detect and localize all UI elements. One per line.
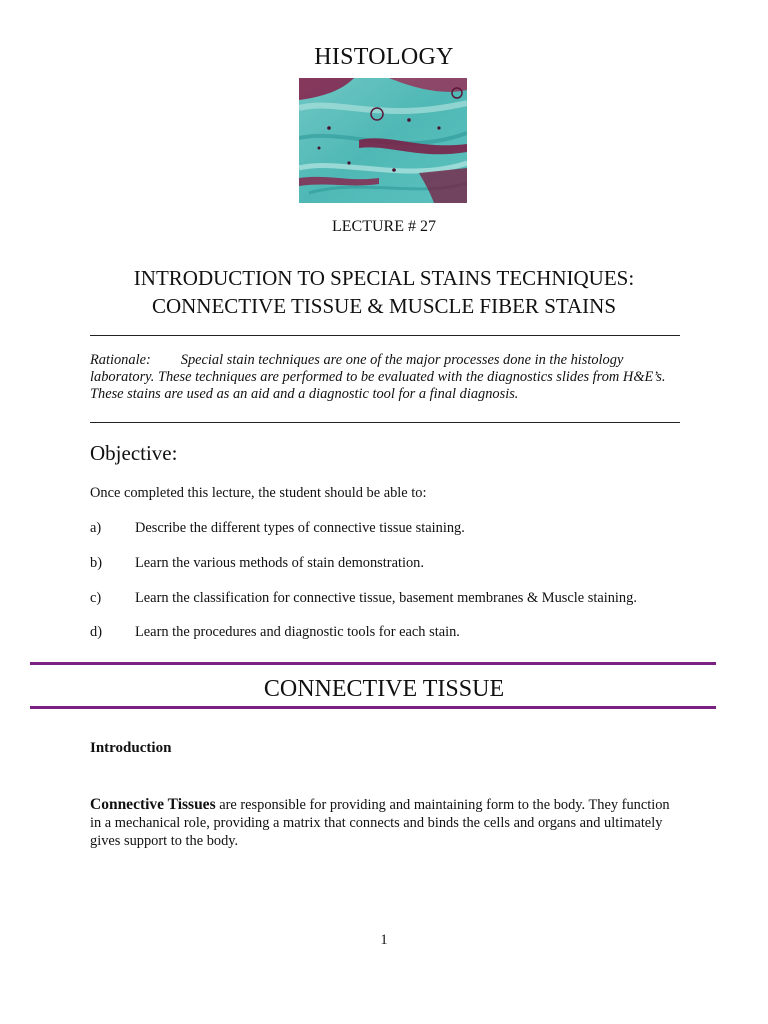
rationale-text: Special stain techniques are one of the major processes done in the histology laboratory. These techniques are performed to be evaluated with the diagnostics slides from H&E’s. These stains are used as an aid and a diagnostic tool for a final diagnosis.	[90, 352, 666, 402]
lecture-heading-line-1: INTRODUCTION TO SPECIAL STAINS TECHNIQUES:	[133, 266, 635, 290]
divider-bottom	[90, 422, 680, 423]
histology-stain-image	[299, 78, 467, 203]
objective-item-letter: a)	[90, 520, 102, 536]
objective-item-letter: d)	[90, 624, 102, 640]
objective-item-text: Learn the classification for connective tissue, basement membranes & Muscle staining.	[135, 590, 637, 606]
introduction-heading: Introduction	[90, 740, 172, 756]
divider-top	[90, 335, 680, 336]
section-heading: CONNECTIVE TISSUE	[263, 676, 505, 702]
objective-item-letter: c)	[90, 590, 102, 606]
objective-item-text: Describe the different types of connective tissue staining.	[135, 520, 465, 536]
objective-intro: Once completed this lecture, the student should be able to:	[90, 485, 427, 501]
section-divider-top	[30, 662, 716, 665]
introduction-term: Connective Tissues	[90, 796, 216, 813]
introduction-paragraph	[90, 796, 680, 850]
lecture-heading	[0, 264, 768, 320]
objective-item-letter: b)	[90, 555, 102, 571]
lecture-number: LECTURE # 27	[332, 218, 436, 235]
rationale-paragraph	[90, 352, 680, 403]
section-divider-bottom	[30, 706, 716, 709]
introduction-text: are responsible for providing and maintaining form to the body. They function in a mechanical role, providing a matrix that connects and binds the cells and organs and ultimately gives support to the body.	[90, 797, 670, 849]
document-title: HISTOLOGY	[314, 44, 454, 70]
objective-item-text: Learn the various methods of stain demonstration.	[135, 555, 424, 571]
rationale-colon: :	[145, 352, 151, 368]
page-number: 1	[380, 932, 388, 948]
objective-item-text: Learn the procedures and diagnostic tools for each stain.	[135, 624, 460, 640]
lecture-heading-line-2: CONNECTIVE TISSUE & MUSCLE FIBER STAINS	[151, 294, 617, 318]
objective-heading: Objective:	[90, 441, 178, 465]
rationale-label: Rationale	[90, 352, 146, 368]
